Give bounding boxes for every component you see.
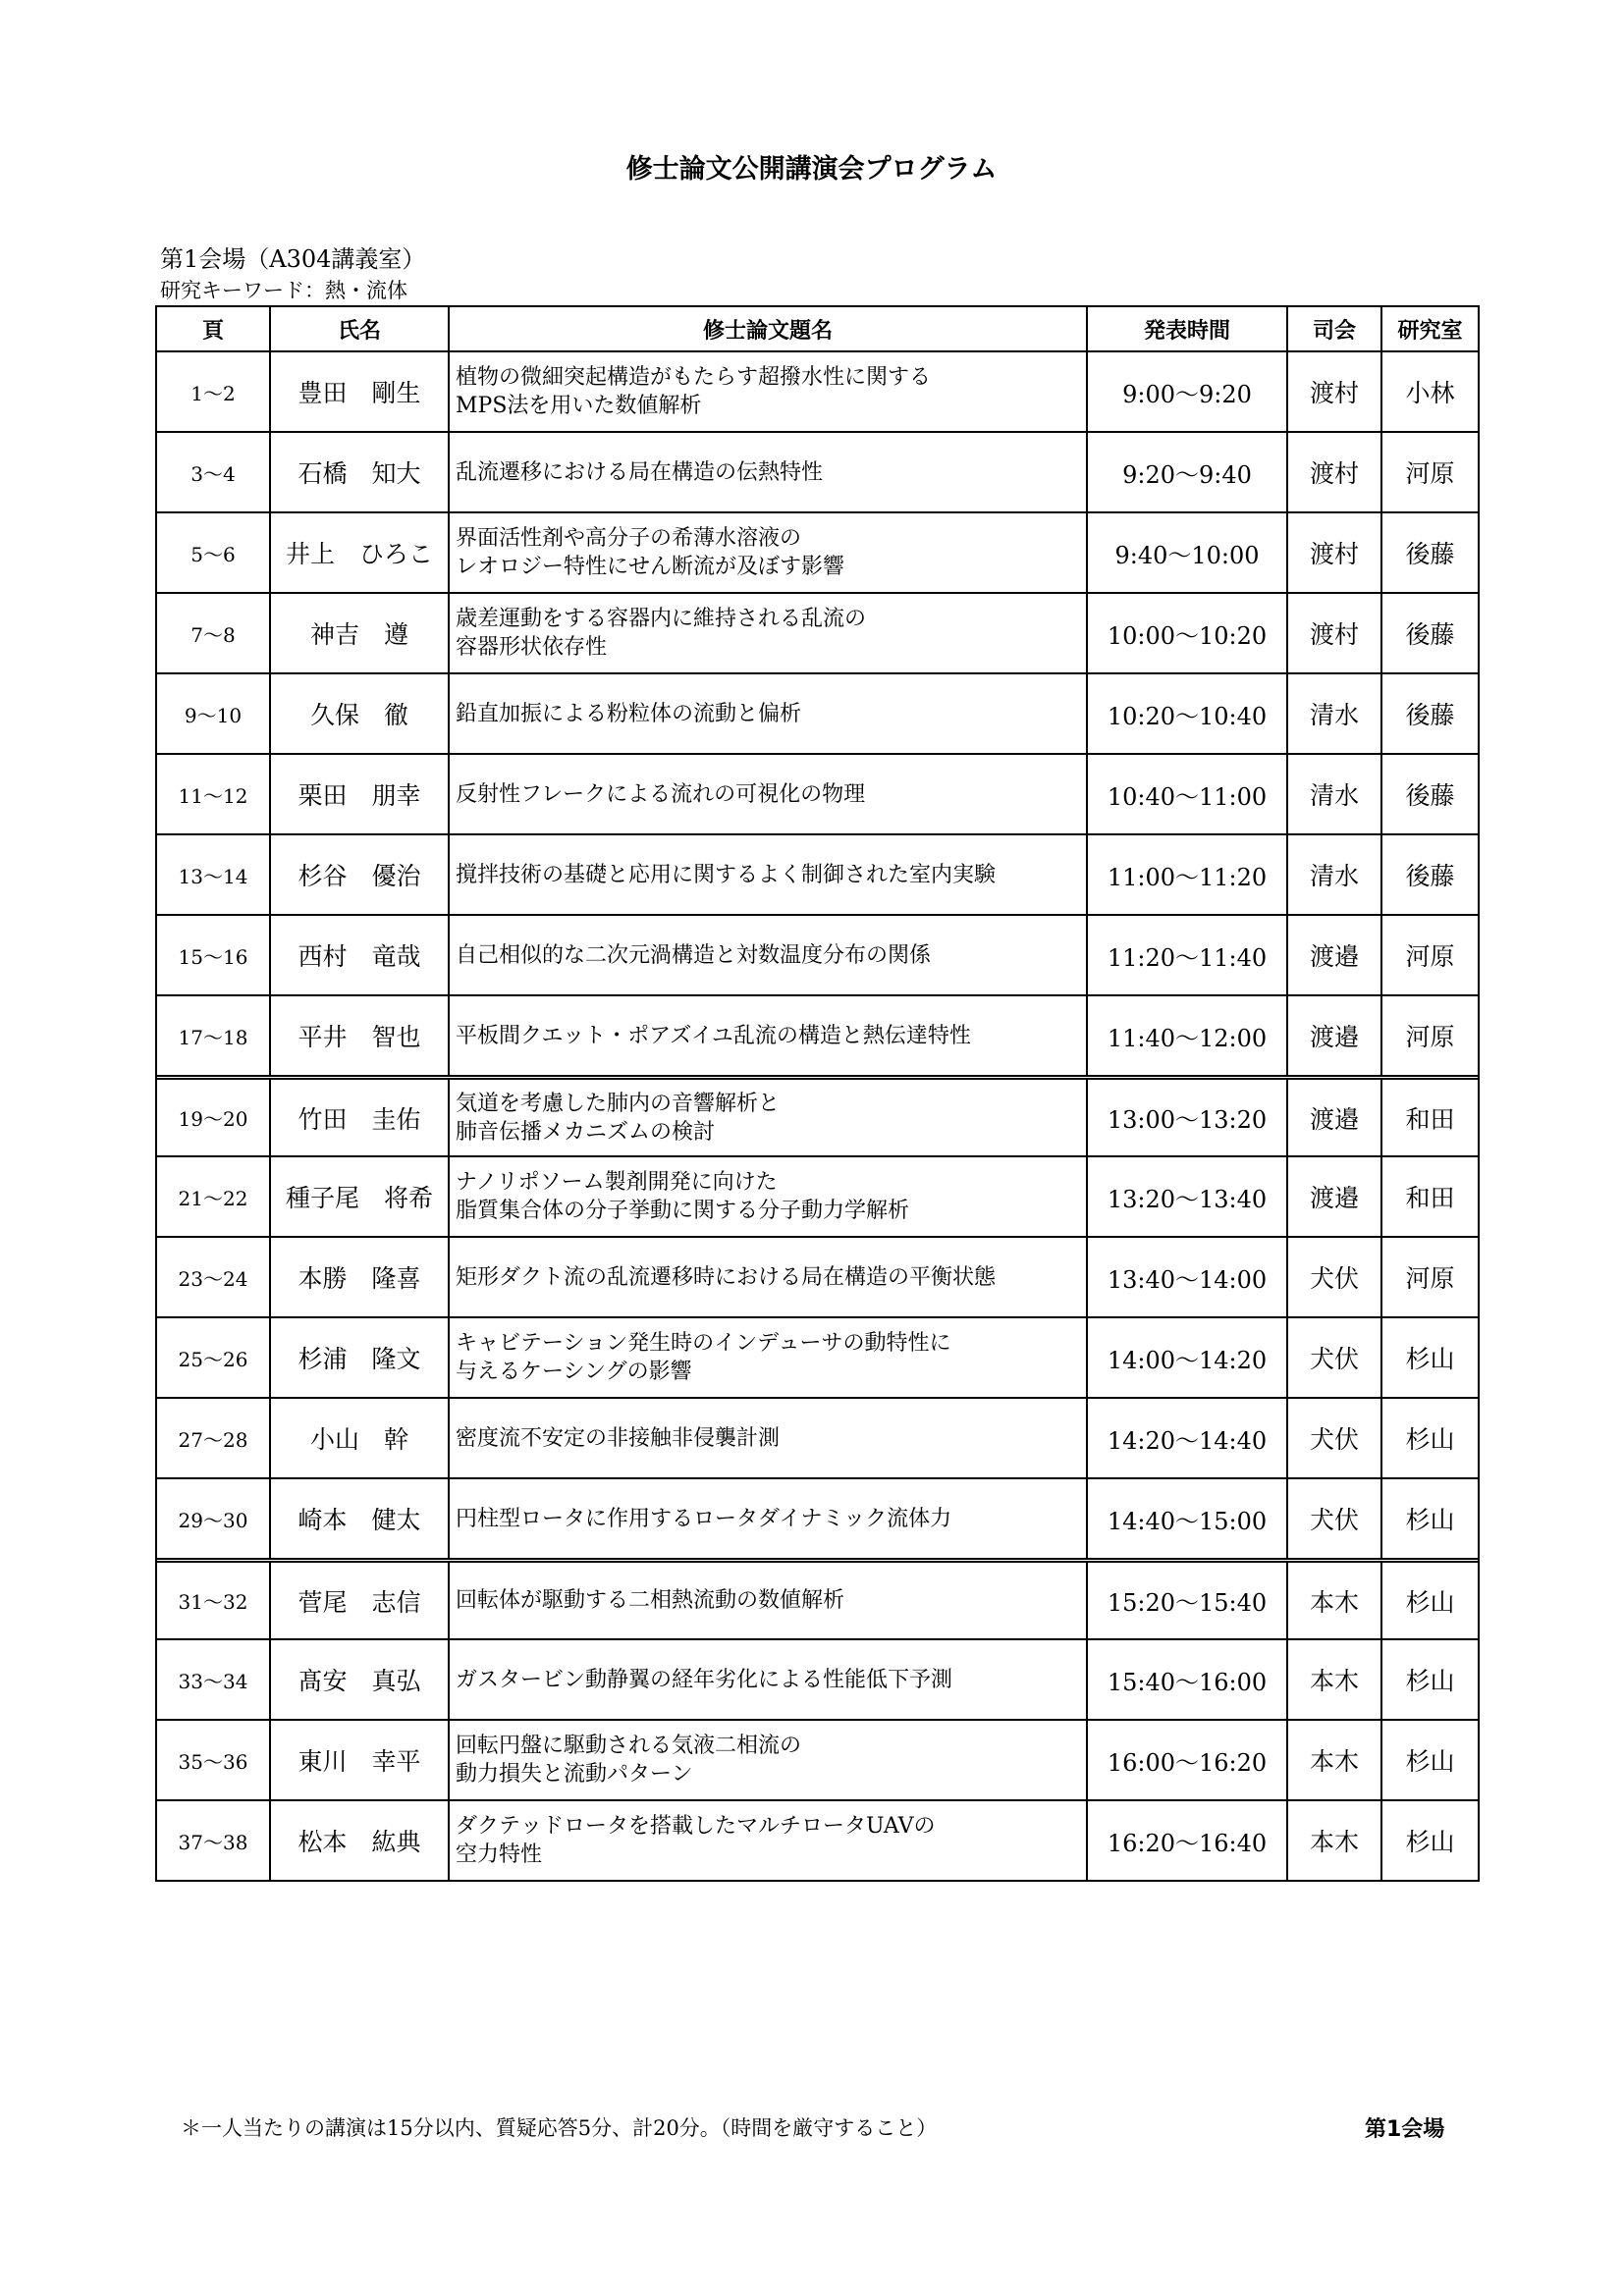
laboratory-cell: 杉山 bbox=[1380, 1563, 1478, 1638]
table-header-row bbox=[157, 307, 1478, 350]
presentation-time-cell: 14:20～14:40 bbox=[1086, 1399, 1286, 1477]
presentation-time-cell: 16:00～16:20 bbox=[1086, 1721, 1286, 1799]
laboratory-cell: 河原 bbox=[1380, 996, 1478, 1075]
laboratory-cell: 杉山 bbox=[1380, 1721, 1478, 1799]
footer-room-label: 第1会場 bbox=[1365, 2117, 1445, 2142]
header-name: 氏名 bbox=[269, 307, 448, 350]
table-row bbox=[157, 1799, 1478, 1880]
presentation-time-cell: 10:40～11:00 bbox=[1086, 755, 1286, 833]
keyword-label: 研究キーワード：熱・流体 bbox=[160, 279, 407, 302]
presentation-time-cell: 14:40～15:00 bbox=[1086, 1479, 1286, 1558]
presenter-name-cell: 杉谷 優治 bbox=[269, 835, 448, 914]
thesis-title-cell bbox=[448, 513, 1086, 592]
page-range-cell: 19～20 bbox=[178, 1107, 248, 1131]
chair-cell: 渡邉 bbox=[1286, 916, 1380, 994]
chair-cell: 清水 bbox=[1286, 835, 1380, 914]
page-range-cell: 29～30 bbox=[178, 1508, 248, 1532]
thesis-title-text: 回転体が駆動する二相熱流動の数値解析 bbox=[456, 1588, 845, 1613]
chair-cell: 犬伏 bbox=[1286, 1479, 1380, 1558]
header-lab: 研究室 bbox=[1380, 307, 1478, 350]
presenter-name-cell: 崎本 健太 bbox=[269, 1479, 448, 1558]
thesis-title-text: 鉛直加振による粉粒体の流動と偏析 bbox=[456, 701, 802, 726]
header-time: 発表時間 bbox=[1086, 307, 1286, 350]
thesis-title-cell bbox=[448, 1080, 1086, 1155]
presentation-time-cell: 16:20～16:40 bbox=[1086, 1801, 1286, 1880]
thesis-title-cell bbox=[448, 1479, 1086, 1558]
thesis-title-text: 回転円盤に駆動される気液二相流の 動力損失と流動パターン bbox=[456, 1734, 802, 1787]
thesis-title-text: 矩形ダクト流の乱流遷移時における局在構造の平衡状態 bbox=[456, 1264, 997, 1290]
presentation-time-cell: 13:20～13:40 bbox=[1086, 1157, 1286, 1236]
thesis-title-text: 歳差運動をする容器内に維持される乱流の 容器形状依存性 bbox=[456, 607, 867, 660]
presenter-name-cell: 東川 幸平 bbox=[269, 1721, 448, 1799]
header-page: 頁 bbox=[201, 318, 224, 344]
thesis-title-cell bbox=[448, 674, 1086, 753]
table-row bbox=[157, 753, 1478, 833]
thesis-title-cell bbox=[448, 755, 1086, 833]
laboratory-cell: 小林 bbox=[1380, 352, 1478, 431]
page-range-cell: 33～34 bbox=[178, 1669, 248, 1693]
page-range-cell: 37～38 bbox=[178, 1830, 248, 1854]
thesis-title-text: キャビテーション発生時のインデューサの動特性に 与えるケーシングの影響 bbox=[456, 1331, 951, 1384]
thesis-title-cell bbox=[448, 1721, 1086, 1799]
presenter-name-cell: 久保 徹 bbox=[269, 674, 448, 753]
presentation-time-cell: 11:40～12:00 bbox=[1086, 996, 1286, 1075]
presenter-name-cell: 栗田 朋幸 bbox=[269, 755, 448, 833]
chair-cell: 渡邉 bbox=[1286, 1157, 1380, 1236]
presentation-time-cell: 9:00～9:20 bbox=[1086, 352, 1286, 431]
thesis-title-text: ガスタービン動静翼の経年劣化による性能低下予測 bbox=[456, 1667, 953, 1692]
header-chair: 司会 bbox=[1286, 307, 1380, 350]
thesis-title-text: 気道を考慮した肺内の音響解析と 肺音伝播メカニズムの検討 bbox=[456, 1091, 781, 1145]
presenter-name-cell: 種子尾 将希 bbox=[269, 1157, 448, 1236]
page-range-cell: 21～22 bbox=[178, 1186, 248, 1210]
thesis-title-text: 界面活性剤や高分子の希薄水溶液の レオロジー特性にせん断流が及ぼす影響 bbox=[456, 526, 845, 579]
laboratory-cell: 後藤 bbox=[1380, 674, 1478, 753]
page-range-cell: 23～24 bbox=[178, 1266, 248, 1291]
laboratory-cell: 杉山 bbox=[1380, 1399, 1478, 1477]
thesis-title-text: 反射性フレークによる流れの可視化の物理 bbox=[456, 781, 866, 807]
thesis-title-text: 自己相似的な二次元渦構造と対数温度分布の関係 bbox=[456, 942, 932, 968]
table-row bbox=[157, 1075, 1478, 1155]
thesis-title-cell bbox=[448, 594, 1086, 672]
thesis-title-cell bbox=[448, 835, 1086, 914]
presentation-time-cell: 13:00～13:20 bbox=[1086, 1080, 1286, 1155]
presenter-name-cell: 菅尾 志信 bbox=[269, 1563, 448, 1638]
laboratory-cell: 杉山 bbox=[1380, 1640, 1478, 1719]
page-range-cell: 11～12 bbox=[178, 783, 248, 808]
thesis-title-cell bbox=[448, 1640, 1086, 1719]
thesis-title-text: 平板間クエット・ポアズイユ乱流の構造と熱伝達特性 bbox=[456, 1023, 971, 1048]
table-row bbox=[157, 511, 1478, 592]
page-title: 修士論文公開講演会プログラム bbox=[625, 154, 998, 185]
presentation-time-cell: 11:20～11:40 bbox=[1086, 916, 1286, 994]
thesis-title-cell bbox=[448, 916, 1086, 994]
presentation-time-cell: 10:00～10:20 bbox=[1086, 594, 1286, 672]
thesis-title-cell bbox=[448, 433, 1086, 511]
page-range-cell: 25～26 bbox=[178, 1347, 248, 1371]
page-range-cell: 35～36 bbox=[178, 1749, 248, 1774]
venue-label: 第1会場（A304講義室） bbox=[160, 245, 426, 273]
presenter-name-cell: 豊田 剛生 bbox=[269, 352, 448, 431]
presenter-name-cell: 神吉 遵 bbox=[269, 594, 448, 672]
thesis-title-cell bbox=[448, 1399, 1086, 1477]
chair-cell: 本木 bbox=[1286, 1721, 1380, 1799]
presenter-name-cell: 松本 紘典 bbox=[269, 1801, 448, 1880]
table-row bbox=[157, 1719, 1478, 1799]
table-row bbox=[157, 672, 1478, 753]
table-body bbox=[157, 350, 1478, 1880]
thesis-title-cell bbox=[448, 1563, 1086, 1638]
table-row bbox=[157, 1397, 1478, 1477]
laboratory-cell: 河原 bbox=[1380, 1238, 1478, 1316]
table-row bbox=[157, 1236, 1478, 1316]
thesis-title-text: 密度流不安定の非接触非侵襲計測 bbox=[456, 1425, 781, 1451]
page-range-cell: 31～32 bbox=[178, 1590, 248, 1614]
presentation-time-cell: 14:00～14:20 bbox=[1086, 1318, 1286, 1397]
laboratory-cell: 河原 bbox=[1380, 433, 1478, 511]
laboratory-cell: 杉山 bbox=[1380, 1318, 1478, 1397]
page-range-cell: 13～14 bbox=[178, 864, 248, 888]
presenter-name-cell: 石橋 知大 bbox=[269, 433, 448, 511]
presentation-time-cell: 9:40～10:00 bbox=[1086, 513, 1286, 592]
chair-cell: 犬伏 bbox=[1286, 1238, 1380, 1316]
presenter-name-cell: 本勝 隆喜 bbox=[269, 1238, 448, 1316]
program-table bbox=[155, 305, 1480, 1882]
thesis-title-cell bbox=[448, 1318, 1086, 1397]
page-range-cell: 17～18 bbox=[178, 1025, 248, 1049]
table-row bbox=[157, 1558, 1478, 1638]
page-range-cell: 3～4 bbox=[190, 461, 236, 486]
table-row bbox=[157, 1638, 1478, 1719]
laboratory-cell: 杉山 bbox=[1380, 1479, 1478, 1558]
presentation-time-cell: 13:40～14:00 bbox=[1086, 1238, 1286, 1316]
laboratory-cell: 杉山 bbox=[1380, 1801, 1478, 1880]
thesis-title-cell bbox=[448, 996, 1086, 1075]
table-row bbox=[157, 1316, 1478, 1397]
table-row bbox=[157, 1477, 1478, 1558]
page-range-cell: 15～16 bbox=[178, 944, 248, 969]
thesis-title-text: 植物の微細突起構造がもたらす超撥水性に関する MPS法を用いた数値解析 bbox=[456, 365, 932, 418]
presenter-name-cell: 杉浦 隆文 bbox=[269, 1318, 448, 1397]
thesis-title-cell bbox=[448, 1238, 1086, 1316]
page-range-cell: 7～8 bbox=[190, 622, 236, 647]
chair-cell: 渡邉 bbox=[1286, 996, 1380, 1075]
chair-cell: 渡村 bbox=[1286, 594, 1380, 672]
header-title: 修士論文題名 bbox=[448, 307, 1086, 350]
presenter-name-cell: 竹田 圭佑 bbox=[269, 1080, 448, 1155]
chair-cell: 本木 bbox=[1286, 1563, 1380, 1638]
footer-note: ＊一人当たりの講演は15分以内、質疑応答5分、計20分。（時間を厳守すること） bbox=[181, 2116, 938, 2140]
thesis-title-cell bbox=[448, 1157, 1086, 1236]
presentation-time-cell: 9:20～9:40 bbox=[1086, 433, 1286, 511]
laboratory-cell: 後藤 bbox=[1380, 513, 1478, 592]
chair-cell: 本木 bbox=[1286, 1640, 1380, 1719]
chair-cell: 渡村 bbox=[1286, 513, 1380, 592]
thesis-title-cell bbox=[448, 352, 1086, 431]
page-range-cell: 27～28 bbox=[178, 1427, 248, 1452]
presentation-time-cell: 10:20～10:40 bbox=[1086, 674, 1286, 753]
chair-cell: 渡村 bbox=[1286, 433, 1380, 511]
thesis-title-cell bbox=[448, 1801, 1086, 1880]
thesis-title-text: 乱流遷移における局在構造の伝熱特性 bbox=[456, 459, 824, 485]
presentation-time-cell: 15:20～15:40 bbox=[1086, 1563, 1286, 1638]
page-range-cell: 1～2 bbox=[190, 381, 236, 405]
chair-cell: 犬伏 bbox=[1286, 1399, 1380, 1477]
table-row bbox=[157, 994, 1478, 1075]
chair-cell: 清水 bbox=[1286, 755, 1380, 833]
chair-cell: 犬伏 bbox=[1286, 1318, 1380, 1397]
page-range-cell: 9～10 bbox=[184, 703, 243, 727]
laboratory-cell: 後藤 bbox=[1380, 594, 1478, 672]
chair-cell: 渡村 bbox=[1286, 352, 1380, 431]
presentation-time-cell: 15:40～16:00 bbox=[1086, 1640, 1286, 1719]
table-row bbox=[157, 592, 1478, 672]
thesis-title-text: ダクテッドロータを搭載したマルチロータUAVの 空力特性 bbox=[456, 1814, 936, 1867]
table-row bbox=[157, 431, 1478, 511]
chair-cell: 本木 bbox=[1286, 1801, 1380, 1880]
page-range-cell: 5～6 bbox=[190, 542, 236, 566]
presenter-name-cell: 小山 幹 bbox=[269, 1399, 448, 1477]
laboratory-cell: 河原 bbox=[1380, 916, 1478, 994]
chair-cell: 清水 bbox=[1286, 674, 1380, 753]
table-row bbox=[157, 833, 1478, 914]
presentation-time-cell: 11:00～11:20 bbox=[1086, 835, 1286, 914]
table-row bbox=[157, 1155, 1478, 1236]
thesis-title-text: 撹拌技術の基礎と応用に関するよく制御された室内実験 bbox=[456, 862, 997, 887]
presenter-name-cell: 西村 竜哉 bbox=[269, 916, 448, 994]
table-row bbox=[157, 914, 1478, 994]
table-row bbox=[157, 350, 1478, 431]
laboratory-cell: 後藤 bbox=[1380, 835, 1478, 914]
presenter-name-cell: 平井 智也 bbox=[269, 996, 448, 1075]
thesis-title-text: ナノリポソーム製剤開発に向けた 脂質集合体の分子挙動に関する分子動力学解析 bbox=[456, 1170, 910, 1223]
presenter-name-cell: 髙安 真弘 bbox=[269, 1640, 448, 1719]
laboratory-cell: 和田 bbox=[1380, 1157, 1478, 1236]
laboratory-cell: 和田 bbox=[1380, 1080, 1478, 1155]
chair-cell: 渡邉 bbox=[1286, 1080, 1380, 1155]
presenter-name-cell: 井上 ひろこ bbox=[269, 513, 448, 592]
thesis-title-text: 円柱型ロータに作用するロータダイナミック流体力 bbox=[456, 1506, 952, 1531]
laboratory-cell: 後藤 bbox=[1380, 755, 1478, 833]
